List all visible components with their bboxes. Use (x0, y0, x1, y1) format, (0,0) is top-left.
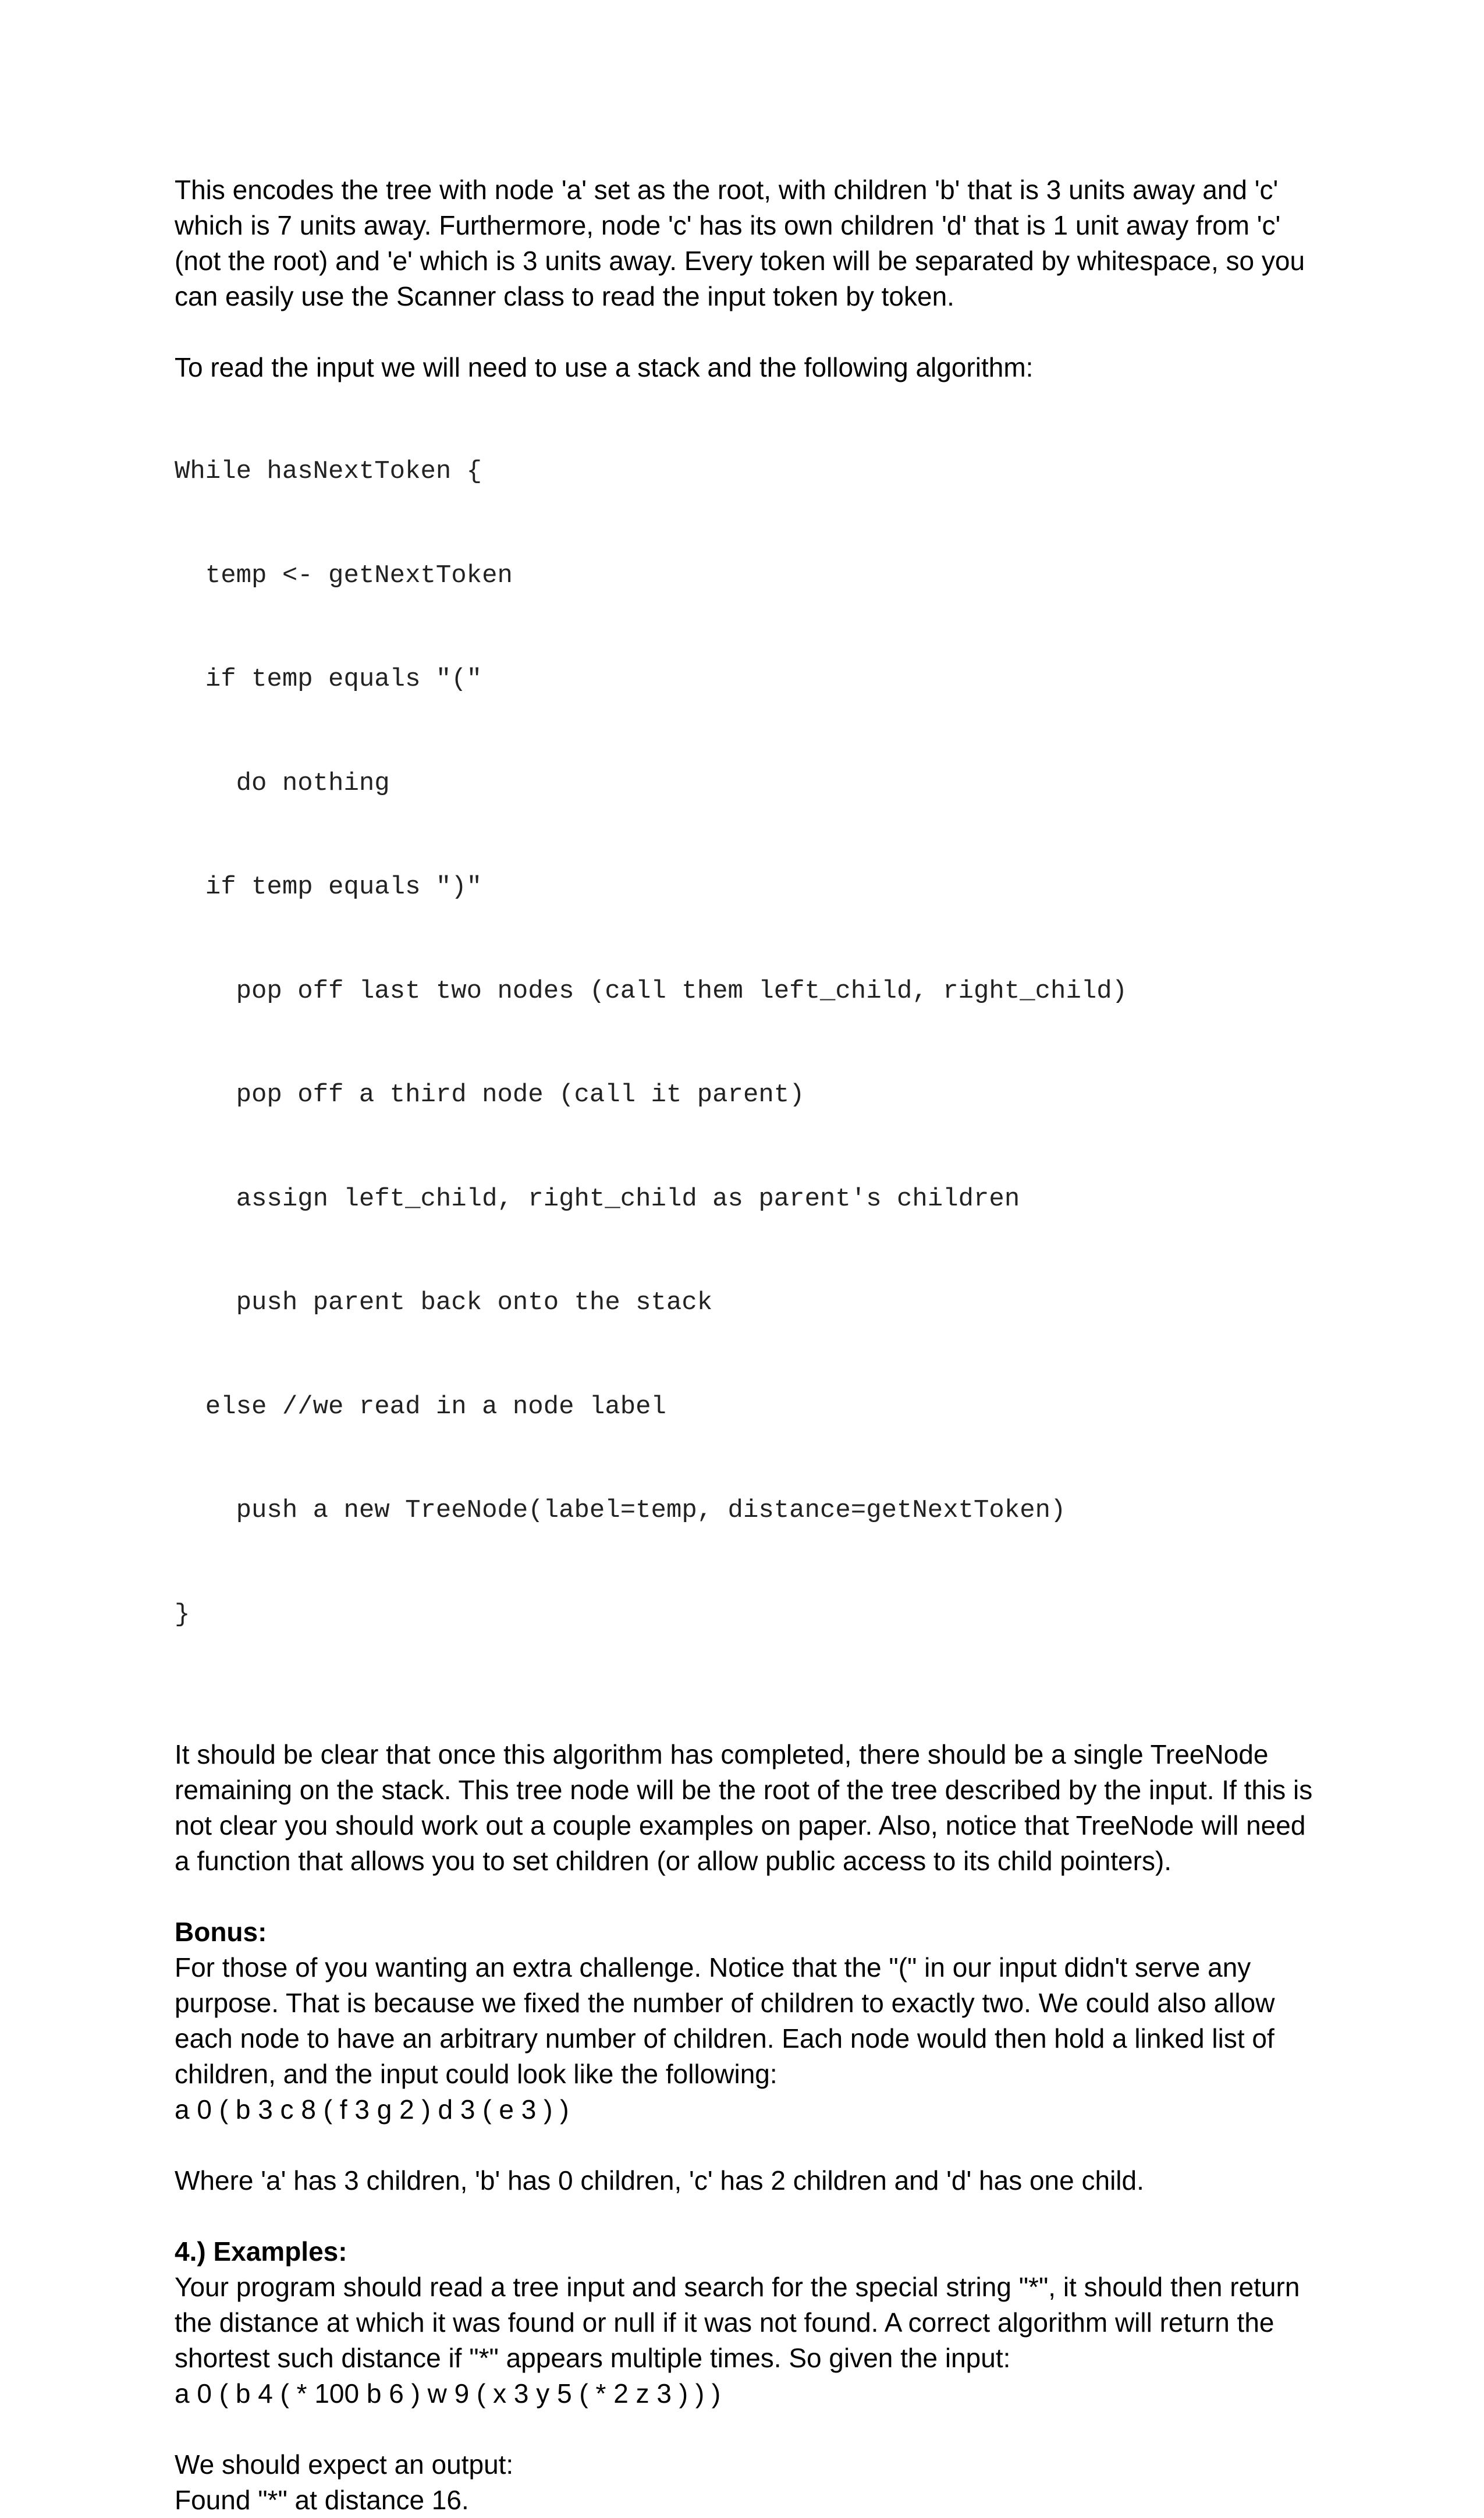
text-line: To read the input we will need to use a stack and the following algorithm: (175, 352, 1034, 382)
code-line: push parent back onto the stack (175, 1288, 713, 1317)
document-page (175, 172, 1315, 2518)
paragraph-gap (175, 2411, 1315, 2447)
text-line: Where 'a' has 3 children, 'b' has 0 children, 'c' has 2 children and 'd' has one child. (175, 2165, 1144, 2196)
bonus-heading: Bonus: (175, 1917, 267, 1947)
code-line: assign left_child, right_child as parent's children (175, 1184, 1020, 1214)
text-line: remaining on the stack. This tree node will be the root of the tree described by the input. If this is (175, 1775, 1313, 1805)
text-line: purpose. That is because we fixed the number of children to exactly two. We could also allow (175, 1988, 1275, 2018)
text-line: For those of you wanting an extra challenge. Notice that the "(" in our input didn't serve any (175, 1952, 1251, 1983)
text-line: children, and the input could look like the following: (175, 2059, 777, 2089)
code-line: pop off last two nodes (call them left_child, right_child) (175, 976, 1128, 1006)
pseudocode-block (175, 385, 1315, 1701)
code-line: if temp equals ")" (175, 873, 482, 902)
text-line: which is 7 units away. Furthermore, node 'c' has its own children 'd' that is 1 unit away from 'c' (175, 210, 1281, 240)
paragraph-gap (175, 1701, 1315, 1737)
text-line: shortest such distance if "*" appears multiple times. So given the input: (175, 2343, 1011, 2373)
paragraph-gap (175, 1879, 1315, 1914)
bonus-example-input: a 0 ( b 3 c 8 ( f 3 g 2 ) d 3 ( e 3 ) ) (175, 2094, 569, 2125)
paragraph-gap (175, 2198, 1315, 2234)
intro-paragraph (175, 172, 1315, 314)
text-line: (not the root) and 'e' which is 3 units away. Every token will be separated by whitespace, so you (175, 246, 1305, 276)
code-line: temp <- getNextToken (175, 561, 513, 590)
text-line: the distance at which it was found or null if it was not found. A correct algorithm will return the (175, 2307, 1274, 2338)
paragraph-gap (175, 314, 1315, 350)
bonus-note (175, 2163, 1315, 2198)
text-line: Your program should read a tree input and search for the special string "*", it should then return (175, 2272, 1300, 2302)
text-line: can easily use the Scanner class to read the input token by token. (175, 281, 954, 311)
algorithm-intro (175, 350, 1315, 385)
text-line: not clear you should work out a couple examples on paper. Also, notice that TreeNode will need (175, 1810, 1306, 1840)
text-line: It should be clear that once this algorithm has completed, there should be a single TreeNode (175, 1739, 1269, 1769)
code-line: push a new TreeNode(label=temp, distance=getNextToken) (175, 1496, 1066, 1525)
output-result: Found "*" at distance 16. (175, 2485, 469, 2515)
code-line: do nothing (175, 768, 390, 798)
text-line: We should expect an output: (175, 2449, 514, 2480)
code-line: While hasNextToken { (175, 457, 482, 486)
paragraph-gap (175, 2127, 1315, 2163)
examples-heading: 4.) Examples: (175, 2236, 347, 2267)
code-line: if temp equals "(" (175, 665, 482, 694)
examples-section (175, 2234, 1315, 2411)
text-line: This encodes the tree with node 'a' set as the root, with children 'b' that is 3 units away and 'c' (175, 175, 1279, 205)
bonus-section (175, 1914, 1315, 2127)
code-line: else //we read in a node label (175, 1392, 666, 1421)
text-line: a function that allows you to set children (or allow public access to its child pointers). (175, 1846, 1172, 1876)
explanation-paragraph (175, 1737, 1315, 1879)
code-line: } (175, 1600, 190, 1629)
expected-output (175, 2447, 1315, 2518)
code-line: pop off a third node (call it parent) (175, 1080, 805, 1109)
text-line: each node to have an arbitrary number of children. Each node would then hold a linked list of (175, 2023, 1274, 2054)
example-input: a 0 ( b 4 ( * 100 b 6 ) w 9 ( x 3 y 5 ( * 2 z 3 ) ) ) (175, 2378, 721, 2409)
